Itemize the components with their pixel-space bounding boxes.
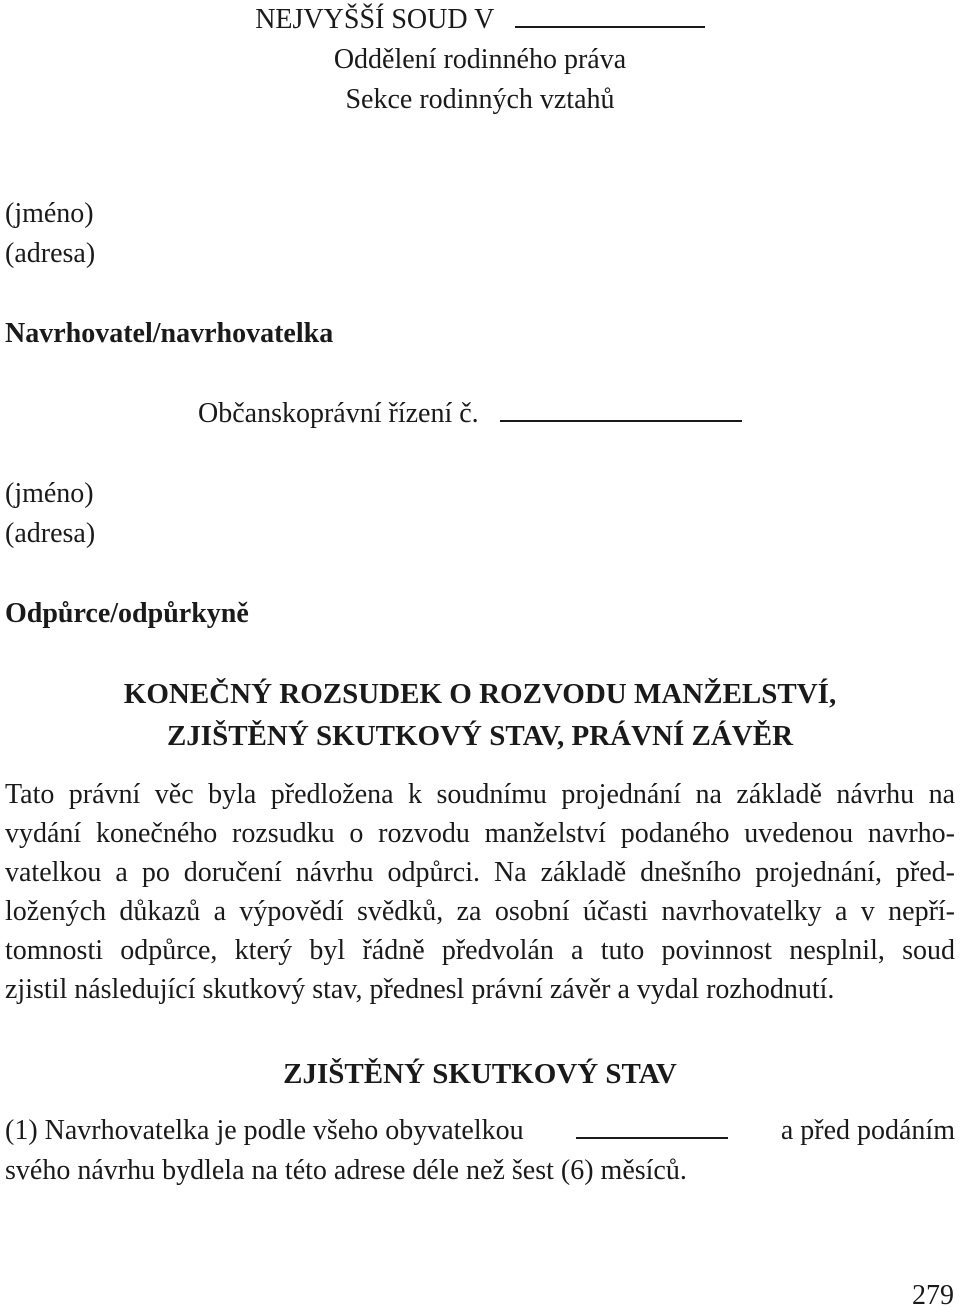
petitioner-address-placeholder: (adresa) <box>5 238 96 269</box>
facts-item-1-text-part1: (1) Navrhovatelka je podle všeho obyvatelkou <box>5 1115 524 1146</box>
residence-blank <box>576 1115 728 1139</box>
facts-item-1-line1 <box>5 1111 955 1151</box>
petitioner-role-label: Navrhovatel/navrhovatelka <box>5 318 334 349</box>
court-name-line <box>160 0 800 40</box>
respondent-address-placeholder: (adresa) <box>5 518 96 549</box>
intro-line: Tato právní věc byla předložena k soudnímu projednání na základě návrhu na <box>5 779 955 810</box>
department-name: Oddělení rodinného práva <box>333 44 627 75</box>
intro-line: ložených důkazů a výpovědí svědků, za osobní účasti navrhovatelky a v nepří- <box>5 896 955 927</box>
intro-paragraph <box>5 775 955 1009</box>
respondent-name-placeholder: (jméno) <box>5 478 94 509</box>
petitioner-name-placeholder: (jméno) <box>5 198 94 229</box>
page-number: 279 <box>912 1280 954 1311</box>
respondent-role-label: Odpůrce/odpůrkyně <box>5 598 249 629</box>
facts-item-1-text-part2: a před podáním <box>780 1115 955 1146</box>
facts-section-heading: ZJIŠTĚNÝ SKUTKOVÝ STAV <box>283 1058 677 1090</box>
proceeding-number-line <box>198 394 742 434</box>
court-name: NEJVYŠŠÍ SOUD V <box>255 4 494 35</box>
facts-item-1-line2: svého návrhu bydlela na této adrese déle než šest (6) měsíců. <box>5 1155 687 1186</box>
main-title-line2: ZJIŠTĚNÝ SKUTKOVÝ STAV, PRÁVNÍ ZÁVĚR <box>166 720 794 752</box>
court-location-blank <box>515 4 705 28</box>
intro-line: zjistil následující skutkový stav, přednesl právní závěr a vydal rozhodnutí. <box>5 974 835 1005</box>
proceeding-label: Občanskoprávní řízení č. <box>198 398 479 429</box>
intro-line: tomnosti odpůrce, který byl řádně předvolán a tuto povinnost nesplnil, soud <box>5 935 955 966</box>
court-header <box>160 0 800 120</box>
intro-line: vatelkou a po doručení návrhu odpůrci. Na základě dnešního projednání, před- <box>5 857 955 888</box>
section-name: Sekce rodinných vztahů <box>345 84 615 115</box>
main-title-line1: KONEČNÝ ROZSUDEK O ROZVODU MANŽELSTVÍ, <box>123 678 837 710</box>
proceeding-number-blank <box>500 398 742 422</box>
intro-line: vydání konečného rozsudku o rozvodu manželství podaného uvedenou navrho- <box>5 818 955 849</box>
